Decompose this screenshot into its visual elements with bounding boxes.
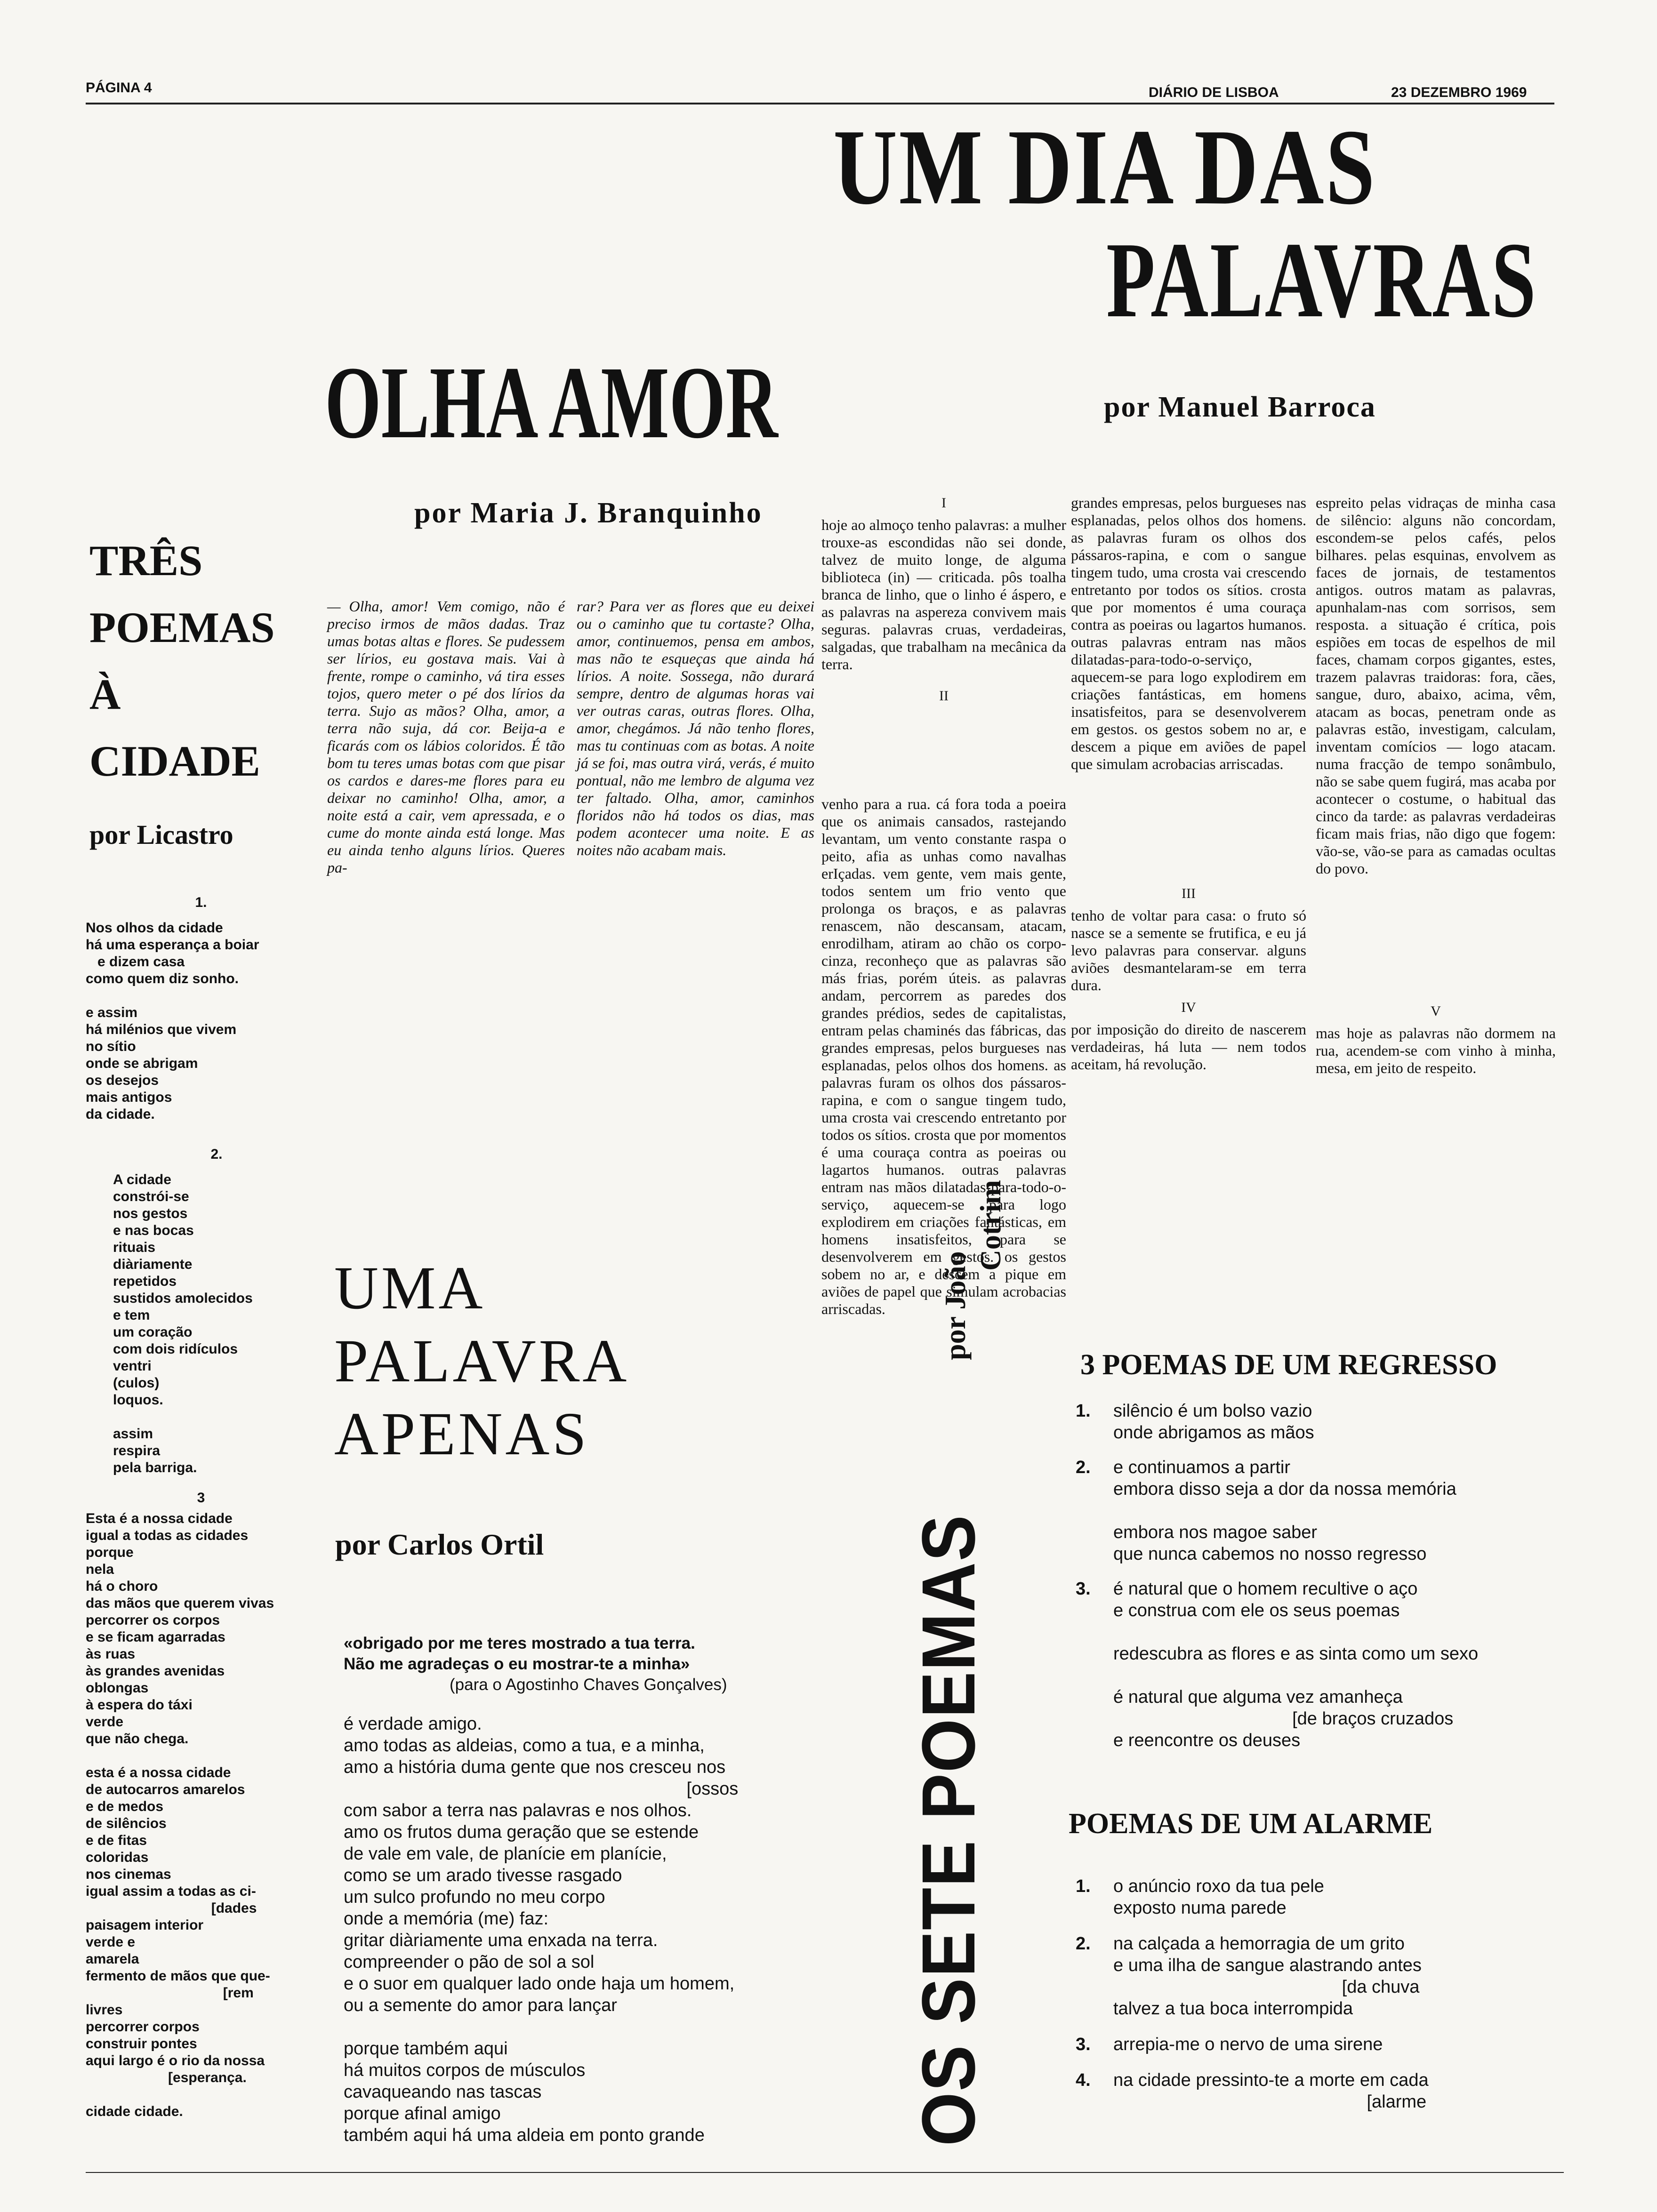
barroca-title-line2: PALAVRAS <box>1106 220 1537 340</box>
poem-number: 4. <box>1076 2070 1091 2090</box>
poem-line: Nos olhos da cidade <box>86 920 223 936</box>
poem-line: mais antigos <box>86 1090 172 1105</box>
barroca-section-text: hoje ao almoço tenho palavras: a mulher trouxe-as escondidas não sei donde, talvez de muito longe, de alguma biblioteca (in) — criticada. pôs toalha branca de linho, que o linho é áspero, e as palavras na aspereza convivem mais seguras. palavras cruas, verdadeiras, salgadas, que trabalham na mecânica da terra. <box>821 516 1066 673</box>
poem-number: 1. <box>1076 1876 1091 1896</box>
poem-line: oblongas <box>86 1680 149 1696</box>
poem-line: [da chuva <box>1113 1977 1420 1997</box>
poem-line: e de fitas <box>86 1833 147 1848</box>
poem-lines <box>86 1510 316 2120</box>
poem-line: há uma esperança a boiar <box>86 937 259 953</box>
licastro-title-line: POEMAS <box>89 603 275 651</box>
poem-line: ventri <box>113 1358 152 1374</box>
numbered-poem <box>1076 1400 1570 1443</box>
cotrim-byline-1: por João <box>940 1251 972 1360</box>
barroca-column-2 <box>1071 494 1306 1076</box>
numbered-poem <box>1076 2069 1570 2113</box>
poem-line: de autocarros amarelos <box>86 1782 245 1797</box>
poem-line: da cidade. <box>86 1106 155 1122</box>
licastro-byline: por Licastro <box>89 819 233 850</box>
poem-line: de silêncios <box>86 1816 167 1831</box>
barroca-section-text: por imposição do direito de nascerem verdadeiras, há luta — nem todos aceitam, há revolução. <box>1071 1021 1306 1073</box>
poem-line: igual a todas as cidades <box>86 1528 249 1543</box>
cotrim-vertical-title: OS SETE POEMAS <box>906 1514 990 2146</box>
numbered-poem <box>1076 1578 1570 1751</box>
epigraph-dedication: (para o Agostinho Chaves Gonçalves) <box>450 1675 727 1694</box>
poem-line: percorrer os corpos <box>86 1612 220 1628</box>
poem-line: respira <box>113 1443 161 1459</box>
poem-line: esta é a nossa cidade <box>86 1765 231 1780</box>
poem-line: e de medos <box>86 1799 164 1814</box>
poem-number: 2. <box>1076 1458 1091 1477</box>
poem-line: loquos. <box>113 1392 163 1408</box>
poem-line: embora nos magoe saber <box>1113 1523 1318 1542</box>
poem-line: há muitos corpos de músculos <box>344 2060 586 2080</box>
poem-line <box>86 1747 316 1764</box>
licastro-section-number: 1. <box>195 895 207 910</box>
poem-line: amarela <box>86 1951 139 1967</box>
barroca-section-text: espreito pelas vidraças de minha casa de silêncio: alguns não concordam, escondem-se pelos cafés, pelos bilhares. pelas esquinas, envolvem as faces de jornais, de testamentos antigos. outros matam as palavras, apunhalam-nas com sorrisos, sem resposta. a situação é crítica, pois espiões em tocas de espelhos de mil faces, chamam corpos gigantes, estes, trazem palavras traidoras: fora, cães, sangue, duro, abaixo, acima, vêm, atacam as bocas, penetram onde as palavras estão, investigam, calculam, inventam comícios — logo atacam. numa fracção de tempo sonâmbulo, não se sabe quem fugirá, mas acaba por acontecer o costume, o habitual das cinco da tarde: as palavras verdadeiras ficam mais frias, não digo que fogem: vão-se, vão-se para as camadas ocultas do povo. <box>1316 494 1556 877</box>
barroca-section-number: IV <box>1181 1000 1196 1015</box>
poem-line: aqui largo é o rio da nossa <box>86 2053 265 2068</box>
poem-lines <box>113 1171 320 1476</box>
licastro-section-number: 2. <box>210 1146 223 1162</box>
poem-line: constrói-se <box>113 1189 189 1204</box>
cotrim-heading-alarme: POEMAS DE UM ALARME <box>1069 1808 1433 1840</box>
poem-line: nos cinemas <box>86 1867 171 1882</box>
poem-line: cavaqueando nas tascas <box>344 2082 542 2102</box>
barroca-column-1 <box>821 489 1066 709</box>
poem-line: coloridas <box>86 1850 149 1865</box>
licastro-poem-3 <box>86 1490 316 2120</box>
header-rule <box>86 103 1554 104</box>
poem-line: assim <box>113 1426 153 1442</box>
poem-line: construir pontes <box>86 2036 197 2052</box>
poem-line: A cidade <box>113 1172 171 1187</box>
ortil-epigraph <box>344 1633 814 1695</box>
poem-line: há o choro <box>86 1579 158 1594</box>
poem-line: silêncio é um bolso vazio <box>1113 1401 1312 1421</box>
poem-line: há milénios que vivem <box>86 1022 237 1037</box>
poem-number: 2. <box>1076 1934 1091 1954</box>
numbered-poem <box>1076 1457 1570 1565</box>
poem-line: percorrer corpos <box>86 2019 200 2035</box>
poem-line <box>86 987 316 1004</box>
poem-number: 3. <box>1076 1579 1091 1599</box>
poem-line: é verdade amigo. <box>344 1714 482 1734</box>
poem-lines <box>86 920 316 1123</box>
poem-line: que nunca cabemos no nosso regresso <box>1113 1544 1427 1564</box>
poem-line: amo a história duma gente que nos cresceu nos <box>344 1757 726 1777</box>
poem-line: como quem diz sonho. <box>86 971 239 986</box>
branquinho-byline: por Maria J. Branquinho <box>414 497 763 529</box>
poem-line: verde e <box>86 1934 136 1950</box>
branquinho-title: OLHA AMOR <box>325 345 778 460</box>
poem-line: paisagem interior <box>86 1917 204 1933</box>
ortil-title-line: APENAS <box>334 1400 589 1468</box>
branquinho-column-2: rar? Para ver as flores que eu deixei ou o caminho que tu cortaste? Olha, amor, continuemos, pensa em ambos, mas não te esqueças que ainda há lírios. A noite. Sossega, não durará sempre, dentro de algumas horas vai ver outras caras, outras flores. Olha, amor, chegámos. Já não tenho flores, mas tu continuas com as botas. A noite já se foi, mas outra virá, verás, é muito pontual, não me lembro de alguma vez ter faltado. Olha, amor, caminhos floridos não há todos os dias, mas podem acontecer uma noite. E as noites não acabam mais. <box>577 598 814 858</box>
licastro-poem-2 <box>113 1146 320 1476</box>
ortil-title-line: PALAVRA <box>334 1327 630 1395</box>
poem-line: e nas bocas <box>113 1223 194 1238</box>
cotrim-alarme-poems <box>1076 1875 1570 2127</box>
poem-line: Esta é a nossa cidade <box>86 1511 233 1526</box>
poem-line: e tem <box>113 1307 150 1323</box>
poem-line <box>344 2016 814 2038</box>
barroca-section-number: I <box>941 495 946 511</box>
poem-line: e assim <box>86 1005 138 1020</box>
poem-line: exposto numa parede <box>1113 1898 1287 1918</box>
poem-line: é natural que alguma vez amanheça <box>1113 1687 1403 1707</box>
poem-line: nos gestos <box>113 1206 188 1221</box>
ortil-title <box>334 1252 629 1471</box>
poem-line: porque também aqui <box>344 2039 508 2059</box>
poem-line <box>1113 1500 1570 1522</box>
barroca-section-II-text: venho para a rua. cá fora toda a poeira que os animais cansados, rastejando levantam, um vento constante raspa o peito, afia as unhas como navalhas erIçadas. vem gente, vem mais gente, todos sentem um frio vento que prolonga os braços, e as palavras renascem, não descansam, atacam, enrodilham, atiram ao chão os corpo-cinza, reconheço que as palavras são más frias, porém úteis. as palavras andam, percorrem as paredes dos grandes prédios, sedes de capitalistas, entram pelas chaminés das fábricas, das grandes empresas, pelos burgueses nas esplanadas, pelos olhos dos homens. as palavras furam os olhos dos pássaros-rapina, e com o sangue tingem tudo, uma crosta vai crescendo entretanto por todos os sítios. crosta que por momentos é uma couraça contra as poeiras ou lagartos humanos. outras palavras entram nas mãos dilatadas-para-todo-o-serviço, aquecem-se para logo explodirem em criações fantásticas, em homens insatisfeitos, para se desenvolverem em gestos. os gestos sobem no ar, e descem a pique em aviões de papel que simulam acrobacias arriscadas. <box>821 795 1066 1317</box>
poem-line: um coração <box>113 1324 193 1340</box>
poem-line: amo todas as aldeias, como a tua, e a minha, <box>344 1736 705 1755</box>
poem-line: que não chega. <box>86 1731 189 1747</box>
poem-line: os desejos <box>86 1073 159 1088</box>
issue-date: 23 DEZEMBRO 1969 <box>1391 85 1527 100</box>
poem-line <box>113 1409 320 1426</box>
poem-line: às ruas <box>86 1646 136 1662</box>
epigraph-line: «obrigado por me teres mostrado a tua terra. <box>344 1634 695 1652</box>
numbered-poem <box>1076 1933 1570 2020</box>
licastro-title-line: CIDADE <box>89 737 260 785</box>
poem-line: verde <box>86 1714 124 1730</box>
poem-line <box>86 2086 316 2103</box>
poem-line: amo os frutos duma geração que se estende <box>344 1822 699 1842</box>
licastro-title-line: TRÊS <box>89 537 203 585</box>
poem-line <box>1113 1621 1570 1643</box>
poem-line: repetidos <box>113 1274 177 1289</box>
poem-line: onde abrigamos as mãos <box>1113 1423 1314 1443</box>
barroca-section-number: V <box>1431 1003 1441 1019</box>
barroca-column-2-continuation: grandes empresas, pelos burgueses nas esplanadas, pelos olhos dos homens. as palavras furam os olhos dos pássaros-rapina, e com o sangue tingem tudo, uma crosta vai crescendo entretanto por todos os sítios. crosta que por momentos é uma couraça contra as poeiras ou lagartos humanos. outras palavras entram nas mãos dilatadas-para-todo-o-serviço, aquecem-se para logo explodirem em criações fantásticas, em homens insatisfeitos, para se desenvolverem em gestos. os gestos sobem no ar, e descem a pique em aviões de papel que simulam acrobacias arriscadas. <box>1071 494 1306 772</box>
poem-line: livres <box>86 2002 123 2018</box>
poem-line: [ossos <box>344 1779 739 1799</box>
ortil-byline: por Carlos Ortil <box>335 1528 544 1561</box>
poem-line: também aqui há uma aldeia em ponto grande <box>344 2125 705 2145</box>
ortil-poem <box>344 1713 814 2146</box>
poem-line: e continuamos a partir <box>1113 1458 1290 1477</box>
poem-line: e uma ilha de sangue alastrando antes <box>1113 1956 1422 1975</box>
branquinho-column-1: — Olha, amor! Vem comigo, não é preciso irmos de mãos dadas. Traz umas botas altas e flores. Se pudessem ser lírios, eu gostava mais. Vai à frente, rompe o caminho, vá tira esses tojos, quero meter o pé dos lírios da terra. Sujo as mãos? Olha, amor, a terra não suja, dá cor. Beija-a e ficarás com os lábios coloridos. É tão bom tu teres umas botas com que pisar os cardos e dares-me flores para eu deixar no caminho! Olha, amor, a noite está a cair, vem apressada, e o cume do monte ainda está longe. Mas eu ainda tenho alguns lírios. Queres pa- <box>327 598 565 876</box>
poem-line: redescubra as flores e as sinta como um sexo <box>1113 1644 1479 1664</box>
licastro-section-number: 3 <box>197 1490 205 1506</box>
poem-line: [dades <box>86 1900 257 1916</box>
poem-line: porque <box>86 1545 134 1560</box>
barroca-byline: por Manuel Barroca <box>1104 391 1376 423</box>
poem-line: no sítio <box>86 1039 136 1054</box>
epigraph-line: Não me agradeças o eu mostrar-te a minha» <box>344 1655 690 1673</box>
licastro-title-line: À <box>89 670 121 718</box>
poem-line: de vale em vale, de planície em planície, <box>344 1844 667 1864</box>
poem-line: embora disso seja a dor da nossa memória <box>1113 1479 1456 1499</box>
newspaper-name: DIÁRIO DE LISBOA <box>1149 85 1279 100</box>
poem-line: porque afinal amigo <box>344 2104 501 2124</box>
poem-line: cidade cidade. <box>86 2104 183 2119</box>
poem-line: [de braços cruzados <box>1113 1709 1454 1729</box>
poem-line: [esperança. <box>86 2070 247 2085</box>
cotrim-byline-2: Cotrim <box>975 1180 1007 1271</box>
barroca-section-text: mas hoje as palavras não dormem na rua, acendem-se com vinho à minha, mesa, em jeito de respeito. <box>1316 1025 1556 1076</box>
barroca-title-line1: UM DIA DAS <box>833 107 1376 227</box>
poem-line: o anúncio roxo da tua pele <box>1113 1876 1324 1896</box>
poem-line <box>1113 1665 1570 1686</box>
poem-number: 3. <box>1076 2035 1091 2054</box>
cotrim-heading-regresso: 3 POEMAS DE UM REGRESSO <box>1080 1349 1497 1381</box>
poem-line: um sulco profundo no meu corpo <box>344 1887 605 1907</box>
poem-line: sustidos amolecidos <box>113 1290 253 1306</box>
poem-line: [alarme <box>1113 2092 1427 2112</box>
poem-line: nela <box>86 1562 114 1577</box>
poem-line: com sabor a terra nas palavras e nos olhos. <box>344 1801 692 1820</box>
poem-line: arrepia-me o nervo de uma sirene <box>1113 2035 1383 2054</box>
licastro-title <box>89 527 275 794</box>
poem-line: igual assim a todas as ci- <box>86 1883 256 1899</box>
poem-line: na cidade pressinto-te a morte em cada <box>1113 2070 1429 2090</box>
poem-line: fermento de mãos que que- <box>86 1968 270 1984</box>
poem-line: [rem <box>86 1985 254 2001</box>
poem-line: é natural que o homem recultive o aço <box>1113 1579 1418 1599</box>
barroca-section-number: III <box>1182 886 1196 901</box>
poem-line: pela barriga. <box>113 1460 197 1475</box>
licastro-poem-1 <box>86 894 316 1123</box>
cotrim-regresso-poems <box>1076 1400 1570 1764</box>
poem-line: e construa com ele os seus poemas <box>1113 1601 1400 1620</box>
poem-number: 1. <box>1076 1401 1091 1421</box>
bottom-rule <box>86 2172 1564 2173</box>
poem-line: ou a semente do amor para lançar <box>344 1996 617 2015</box>
poem-line: onde a memória (me) faz: <box>344 1909 549 1929</box>
poem-line: como se um arado tivesse rasgado <box>344 1866 622 1885</box>
numbered-poem <box>1076 2034 1570 2055</box>
poem-line: rituais <box>113 1240 156 1255</box>
page-number: PÁGINA 4 <box>86 80 152 96</box>
barroca-column-3 <box>1316 494 1556 1080</box>
poem-line: às grandes avenidas <box>86 1663 225 1679</box>
poem-line: das mãos que querem vivas <box>86 1595 274 1611</box>
poem-line: com dois ridículos <box>113 1341 238 1357</box>
poem-line: e se ficam agarradas <box>86 1629 225 1645</box>
poem-line: onde se abrigam <box>86 1056 198 1071</box>
poem-line: e reencontre os deuses <box>1113 1731 1301 1750</box>
poem-line: e dizem casa <box>86 954 185 970</box>
poem-line: compreender o pão de sol a sol <box>344 1952 595 1972</box>
poem-line: na calçada a hemorragia de um grito <box>1113 1934 1405 1954</box>
poem-line: e o suor em qualquer lado onde haja um homem, <box>344 1974 735 1994</box>
barroca-section-text: tenho de voltar para casa: o fruto só nasce se a semente se frutifica, e eu já levo palavras para conservar. alguns aviões desmantelaram-se em terra dura. <box>1071 907 1306 994</box>
poem-line: gritar diàriamente uma enxada na terra. <box>344 1931 658 1950</box>
poem-line: à espera do táxi <box>86 1697 193 1713</box>
ortil-title-line: UMA <box>334 1254 486 1322</box>
barroca-section-number: II <box>939 688 949 704</box>
poem-line: talvez a tua boca interrompida <box>1113 1999 1353 2019</box>
poem-line: (culos) <box>113 1375 160 1391</box>
poem-line: diàriamente <box>113 1257 193 1272</box>
numbered-poem <box>1076 1875 1570 1919</box>
